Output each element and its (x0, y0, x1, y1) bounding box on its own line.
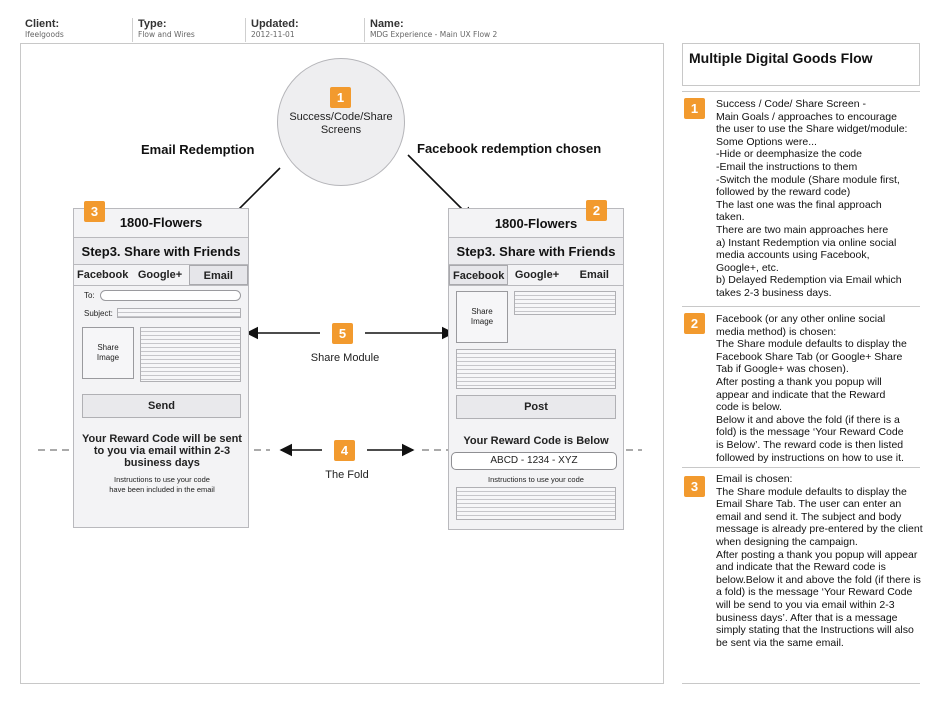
share-tabs (449, 265, 623, 286)
badge-3: 3 (684, 476, 705, 497)
share-image-label: Share Image (96, 343, 120, 362)
badge-1: 1 (330, 87, 351, 108)
header-value: MDG Experience - Main UX Flow 2 (370, 30, 498, 39)
share-image-label: Share Image (470, 307, 494, 326)
badge-2: 2 (586, 200, 607, 221)
divider (682, 683, 920, 684)
tab-email[interactable]: Email (579, 269, 609, 281)
tab-facebook[interactable]: Facebook (76, 269, 129, 281)
share-tabs (74, 265, 248, 286)
fold-label: The Fold (325, 469, 369, 481)
header-value: Ifeelgoods (25, 30, 64, 39)
reward-message: Your Reward Code is Below (463, 435, 609, 447)
post-message-field[interactable] (456, 349, 616, 389)
panel-title: Multiple Digital Goods Flow (689, 50, 873, 66)
to-field[interactable] (100, 290, 241, 301)
tab-facebook[interactable]: Facebook (449, 265, 508, 285)
header-label: Name: (370, 18, 404, 30)
note-2-text: Facebook (or any other online social media method) is chosen: The Share module defaults to display the Facebook Share Tab (or Google+ Share Tab if Google+ was chosen). After posting a thank you popup will appear and indicate that the Reward code is below. Below it and above the fold (if there is a fold) is the message ‘Your Reward Code is Below’. The reward code is then listed followed by instructions on how to use it. (716, 313, 907, 464)
reward-message: Your Reward Code will be sent to you via email within 2-3 business days (82, 433, 242, 469)
phone-title: 1800-Flowers (494, 216, 578, 231)
phone-title: 1800-Flowers (119, 215, 203, 230)
badge-5: 5 (332, 323, 353, 344)
message-body-field[interactable] (140, 327, 241, 382)
tab-google-plus[interactable]: Google+ (514, 269, 560, 281)
phone-step-title: Step3. Share with Friends (74, 237, 248, 265)
reward-code: ABCD - 1234 - XYZ (451, 452, 617, 470)
share-module-label: Share Module (310, 352, 380, 364)
header-label: Type: (138, 18, 167, 30)
email-redemption-label: Email Redemption (141, 142, 255, 157)
divider (682, 467, 920, 468)
subject-label: Subject: (84, 309, 113, 318)
header-value: Flow and Wires (138, 30, 195, 39)
header-label: Updated: (251, 18, 299, 30)
header-label: Client: (25, 18, 60, 30)
divider (682, 306, 920, 307)
post-preview-text (514, 291, 616, 315)
note-3-text: Email is chosen: The Share module defaults to display the Email Share Tab. The user can enter an email and send it. The subject and body message is already pre-entered by the client when designing the campaign. After posting a thank you popup will appear and indicate that the Reward code is below.Below it and above the fold (if there is a fold) is the message ‘Your Reward Code will be send to you via email within 2-3 business days’. After that is a message simply stating that the Instructions will also be sent via the same email. (716, 473, 923, 649)
facebook-redemption-label: Facebook redemption chosen (417, 141, 602, 156)
badge-1: 1 (684, 98, 705, 119)
success-label: Success/Code/Share Screens (289, 111, 393, 136)
header-value: 2012-11-01 (251, 30, 295, 39)
instructions-text: Instructions to use your code have been included in the email (109, 475, 215, 494)
tab-google-plus[interactable]: Google+ (137, 269, 183, 281)
send-button[interactable]: Send (82, 394, 241, 418)
panel-title-box (682, 43, 920, 86)
badge-3: 3 (84, 201, 105, 222)
subject-field[interactable] (117, 308, 241, 318)
post-button[interactable]: Post (456, 395, 616, 419)
note-1-text: Success / Code/ Share Screen - Main Goals / approaches to encourage the user to use the Share widget/module: Some Options were... -Hide or deemphasize the code -Email the instructions to them -Switch the module (Share module first, followed by the reward code) The last one was the final approach taken. There are two main approaches here a) Instant Redemption via online social media accounts using Facebook, Google+, etc. b) Delayed Redemption via Email which takes 2-3 business days. (716, 98, 908, 299)
instructions-body-text (456, 487, 616, 520)
phone-step-title: Step3. Share with Friends (449, 237, 623, 265)
instructions-text: Instructions to use your code (488, 475, 584, 484)
tab-email[interactable]: Email (189, 265, 248, 285)
badge-2: 2 (684, 313, 705, 334)
to-label: To: (84, 291, 95, 300)
divider (682, 91, 920, 92)
badge-4: 4 (334, 440, 355, 461)
